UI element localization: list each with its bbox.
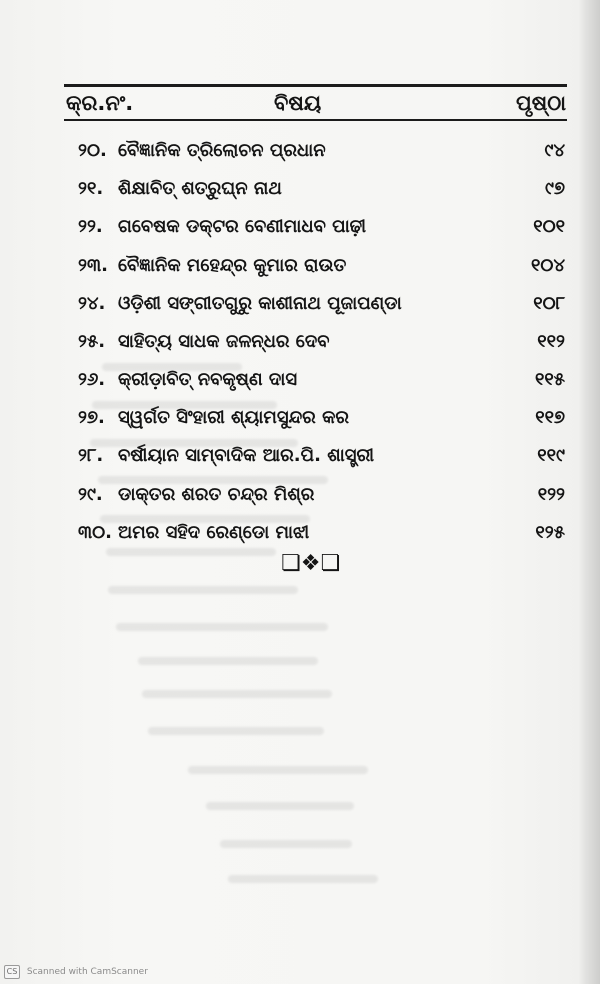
table-row [0, 327, 600, 357]
section-end-ornament: ❏❖❏ [281, 551, 341, 576]
row-title: ଅମର ସହିଦ ରେଣ୍ଡୋ ମାଝୀ [118, 522, 310, 543]
row-title: ସ୍ୱର୍ଗତ ସିଂହାରୀ ଶ୍ୟାମସୁନ୍ଦର କର [118, 407, 350, 428]
table-row [0, 136, 600, 166]
row-number: ୨୨. [78, 216, 103, 237]
row-page-number: ୧୧୯ [537, 445, 565, 466]
row-number: ୨୩. [78, 255, 108, 276]
table-row [0, 289, 600, 319]
row-page-number: ୧୦୧ [533, 216, 565, 237]
row-page-number: ୯୪ [544, 140, 565, 161]
row-title: ଓଡ଼ିଶୀ ସଙ୍ଗୀତଗୁରୁ କାଶୀନାଥ ପୂଜାପଣ୍ଡା [118, 293, 402, 314]
row-number: ୨୮. [78, 445, 104, 466]
row-page-number: ୧୨୫ [535, 522, 565, 543]
row-page-number: ୧୦୮ [533, 293, 565, 314]
row-page-number: ୧୦୪ [531, 255, 565, 276]
table-row [0, 441, 600, 471]
table-row [0, 251, 600, 281]
table-row [0, 403, 600, 433]
row-number: ୨୦. [78, 140, 107, 161]
column-header-page: ପୃଷ୍ଠା [516, 91, 567, 115]
table-row [0, 365, 600, 395]
row-title: ଡାକ୍ତର ଶରତ ଚନ୍ଦ୍ର ମିଶ୍ର [118, 484, 315, 505]
row-title: ବୈଜ୍ଞାନିକ ତ୍ରିଲୋଚନ ପ୍ରଧାନ [118, 140, 326, 161]
row-number: ୨୭. [78, 407, 105, 428]
table-row [0, 212, 600, 242]
row-number: ୨୧. [78, 178, 104, 199]
row-number: ୨୬. [78, 369, 106, 390]
row-title: ସାହିତ୍ୟ ସାଧକ ଜଳନ୍ଧର ଦେବ [118, 331, 330, 352]
row-page-number: ୧୨୨ [537, 484, 565, 505]
row-number: ୩୦. [78, 522, 113, 543]
row-title: ଶିକ୍ଷାବିତ୍ ଶତ୍ରୁଘ୍ନ ନାଥ [118, 178, 282, 199]
scanner-footer-text: Scanned with CamScanner [26, 967, 148, 977]
row-title: ବୈଜ୍ଞାନିକ ମହେନ୍ଦ୍ର କୁମାର ରାଉତ [118, 255, 347, 276]
row-page-number: ୧୧୭ [535, 407, 565, 428]
row-number: ୨୫. [78, 331, 106, 352]
table-row [0, 518, 600, 548]
row-page-number: ୧୧୫ [535, 369, 565, 390]
column-header-subject: ବିଷୟ [274, 91, 322, 115]
row-title: କ୍ରୀଡ଼ାବିତ୍ ନବକୃଷ୍ଣ ଦାସ [118, 369, 298, 390]
column-header-number: କ୍ର.ନଂ. [66, 91, 134, 115]
page-edge-shadow [578, 0, 600, 984]
row-page-number: ୧୧୨ [537, 331, 565, 352]
row-number: ୨୪. [78, 293, 106, 314]
table-row [0, 174, 600, 204]
row-page-number: ୯୭ [545, 178, 565, 199]
scanner-footer [4, 964, 148, 980]
row-number: ୨୯. [78, 484, 103, 505]
row-title: ବର୍ଷୀୟାନ ସାମ୍ବାଦିକ ଆର.ପି. ଶାସ୍ତ୍ରୀ [118, 445, 375, 466]
scanner-badge: CS [4, 965, 20, 979]
table-row [0, 480, 600, 510]
row-title: ଗବେଷକ ଡକ୍ଟର ବେଣୀମାଧବ ପାଢ଼ୀ [118, 216, 367, 237]
